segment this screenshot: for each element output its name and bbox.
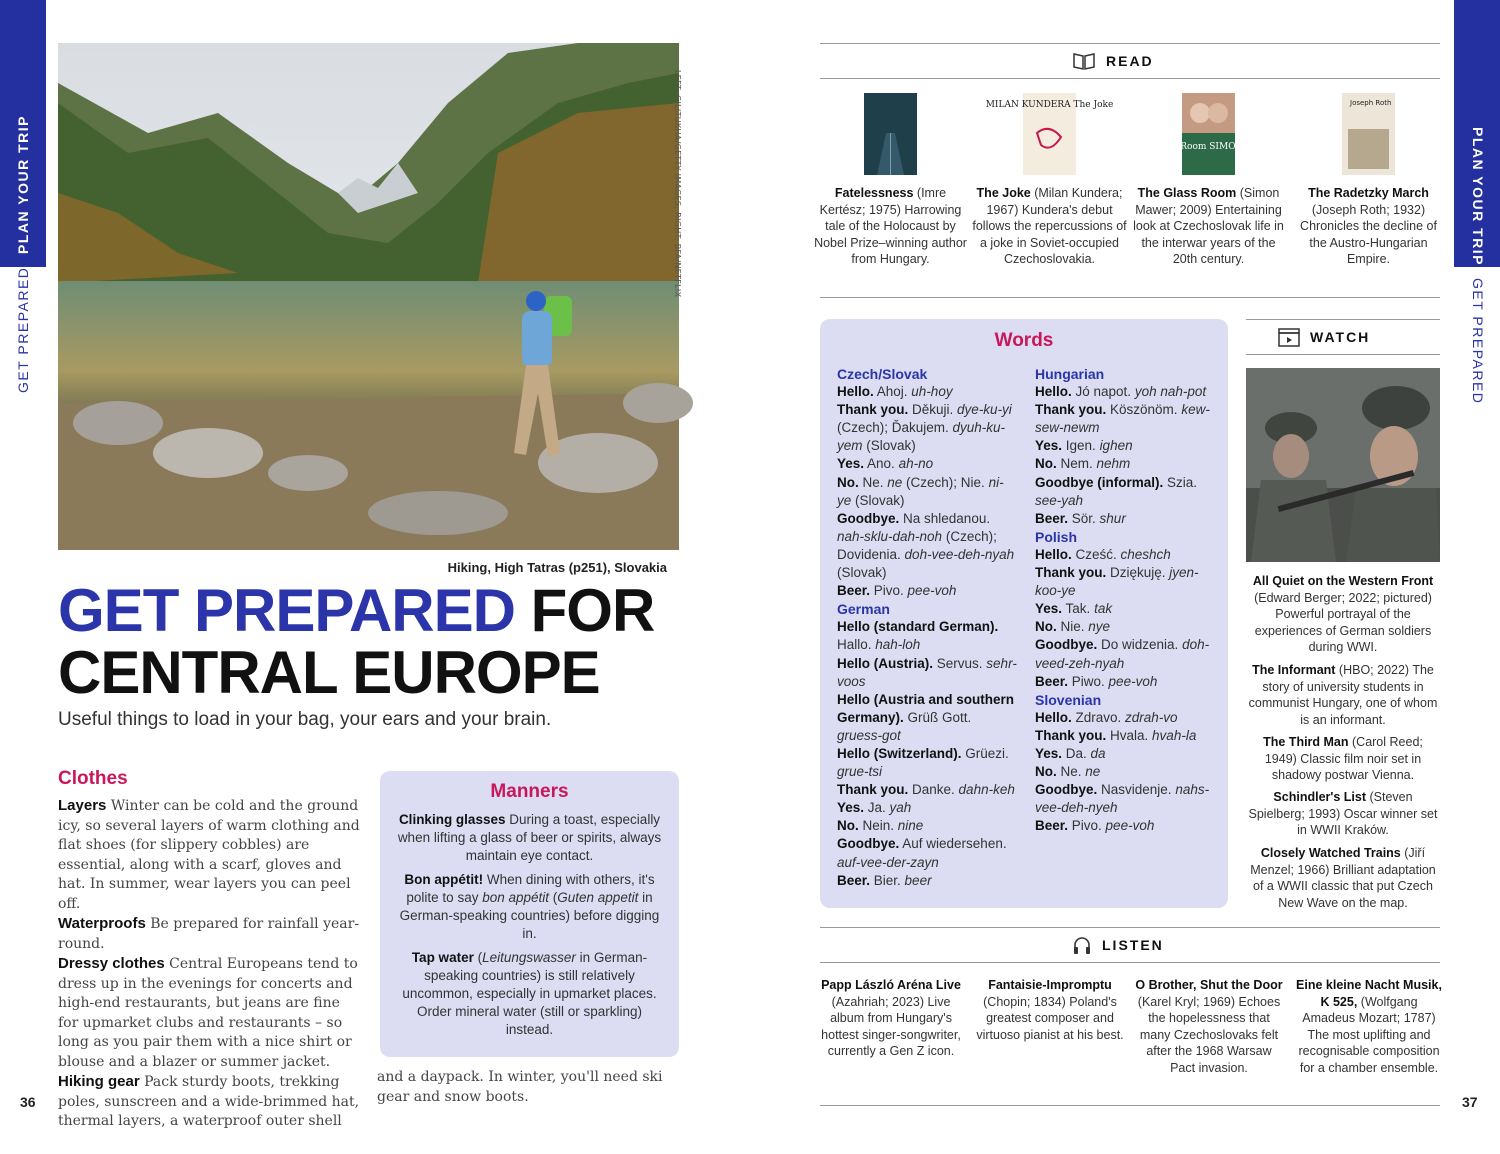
clothes-body bbox=[58, 796, 360, 1132]
read-header bbox=[1072, 51, 1154, 71]
divider bbox=[820, 78, 1440, 79]
film-item: Schindler's List (Steven Spielberg; 1993) Oscar winner set in WWII Kraków. bbox=[1248, 790, 1438, 837]
clothes-text: Pack sturdy boots, trekking poles, sunscreen and a wide-brimmed hat, thermal layers, a waterproof outer shell bbox=[58, 1074, 360, 1129]
title-part: FOR bbox=[514, 577, 655, 644]
phrase-entry: Beer. Pivo. pee-voh bbox=[837, 583, 957, 599]
book-title: The Radetzky March bbox=[1308, 186, 1429, 200]
clothes-text: Be prepared for rainfall year-round. bbox=[58, 916, 360, 952]
film-clapper-icon bbox=[1278, 327, 1300, 347]
phrase-entry: Goodbye. Na shledanou. nah-sklu-dah-noh (Czech); Dovidenia. doh-vee-deh-nyah (Slovak) bbox=[837, 510, 1015, 581]
clothes-continuation: and a daypack. In winter, you'll need ski gear and snow boots. bbox=[377, 1069, 663, 1105]
clothes-text: Winter can be cold and the ground icy, so several layers of warm clothing and flat shoes (for slippery cobbles) are essential, along with a scarf, gloves and hat. In summer, wear layers you can peel off. bbox=[58, 798, 360, 912]
clothes-text: Central Europeans tend to dress up in the evenings for concerts and high-end restaurants, but jeans are fine for upmarket clubs and restaurants – so long as you pair them with a nice shirt or blouse and a blazer or summer jacket. bbox=[58, 956, 358, 1070]
hiking-photo bbox=[58, 43, 679, 550]
clothes-section bbox=[58, 768, 360, 1132]
book-item bbox=[1291, 93, 1446, 268]
phrase-entry: Beer. Pivo. pee-voh bbox=[1035, 818, 1155, 834]
divider bbox=[1246, 319, 1440, 320]
phrase-entry: No. Nem. nehm bbox=[1035, 456, 1131, 472]
phrase-entry: Hello (Switzerland). Grüezi. grue-tsi bbox=[837, 745, 1009, 780]
phrase-entry: Hello (standard German). Hallo. hah-loh bbox=[837, 619, 999, 653]
manners-item: Tap water (Leitungswasser in German-speaking countries) is still relatively uncommon, especially in upmarket places. Order mineral water (still or sparkling) instead. bbox=[402, 950, 657, 1037]
section-tab-left bbox=[0, 0, 46, 267]
phrase-entry: Thank you. Děkuji. dye-ku-yi (Czech); Ďakujem. dyuh-ku-yem (Slovak) bbox=[837, 402, 1012, 454]
phrase-entry: Hello. Cześć. cheshch bbox=[1035, 546, 1171, 562]
page-number-right: 37 bbox=[1462, 1094, 1478, 1110]
page-number-left: 36 bbox=[20, 1094, 36, 1110]
clothes-term: Waterproofs bbox=[58, 915, 146, 932]
phrase-entry: Thank you. Köszönöm. kew-sew-newm bbox=[1035, 402, 1210, 436]
language-heading: Hungarian bbox=[1035, 366, 1105, 382]
phrase-entry: Goodbye. Nasvidenje. nahs-vee-deh-nyeh bbox=[1035, 782, 1210, 816]
headphones-icon bbox=[1072, 935, 1092, 955]
title-highlight: GET PREPARED bbox=[58, 577, 515, 644]
book-desc: (Simon Mawer; 2009) Entertaining look at Czechoslovak life in the interwar years of the 20th century. bbox=[1133, 186, 1284, 266]
language-heading: German bbox=[837, 601, 890, 618]
manners-item: Clinking glasses During a toast, especially when lifting a glass of beer or spirits, always maintain eye contact. bbox=[397, 812, 662, 863]
book-item bbox=[813, 93, 968, 268]
book-cover bbox=[864, 93, 917, 175]
manners-box bbox=[380, 771, 679, 1057]
language-heading: Slovenian bbox=[1035, 691, 1102, 708]
film-item: All Quiet on the Western Front (Edward Berger; 2022; pictured) Powerful portrayal of the experiences of German soldiers during WWI. bbox=[1252, 574, 1434, 654]
listen-header bbox=[1072, 935, 1164, 955]
film-still-photo bbox=[1246, 368, 1440, 562]
divider bbox=[820, 1105, 1440, 1106]
phrase-entry: Hello (Austria). Servus. sehr-voos bbox=[837, 655, 1017, 689]
phrase-entry: Hello. Zdravo. zdrah-vo bbox=[1035, 709, 1178, 725]
divider bbox=[1246, 354, 1440, 355]
clothes-term: Dressy clothes bbox=[58, 955, 165, 972]
phrase-entry: Beer. Sör. shur bbox=[1035, 510, 1126, 526]
divider bbox=[820, 297, 1440, 298]
book-item bbox=[1131, 93, 1286, 268]
phrase-entry: Hello. Jó napot. yoh nah-pot bbox=[1035, 384, 1207, 400]
phrase-entry: No. Nie. nye bbox=[1035, 619, 1111, 635]
section-tab-label: PLAN YOUR TRIP bbox=[15, 115, 31, 254]
book-desc: (Milan Kundera; 1967) Kundera's debut follows the repercussions of a joke in Soviet-occupied Czechoslovakia. bbox=[972, 186, 1127, 266]
track-item: Eine kleine Nacht Musik, K 525, (Wolfgang Amadeus Mozart; 1787) The most uplifting and recognisable composition for a chamber ensemble. bbox=[1296, 978, 1442, 1075]
track-item: Papp László Aréna Live (Azahriah; 2023) Live album from Hungary's hottest singer-songwriter, currently a Gen Z icon. bbox=[821, 978, 961, 1058]
film-item: The Third Man (Carol Reed; 1949) Classic film noir set in shadowy postwar Vienna. bbox=[1263, 735, 1423, 782]
language-heading: Czech/Slovak bbox=[837, 366, 928, 382]
section-tab-label-right: PLAN YOUR TRIP bbox=[1470, 127, 1486, 266]
book-item bbox=[972, 93, 1127, 268]
phrase-entry: Yes. Ano. ah-no bbox=[837, 456, 934, 472]
phrase-entry: No. Nein. nine bbox=[837, 818, 924, 834]
page-subtitle: Useful things to load in your bag, your ears and your brain. bbox=[58, 709, 552, 730]
divider bbox=[820, 962, 1440, 963]
phrase-entry: Yes. Tak. tak bbox=[1035, 601, 1113, 617]
clothes-term: Layers bbox=[58, 797, 107, 814]
read-label: READ bbox=[1106, 53, 1154, 69]
words-column-2 bbox=[1035, 365, 1215, 835]
words-box bbox=[820, 319, 1228, 908]
book-cover-text: The Glass Room SIMON MAWER bbox=[1132, 142, 1285, 152]
phrase-entry: Hello (Austria and southern Germany). Grüß Gott. gruess-got bbox=[837, 691, 1015, 743]
phrase-entry: Hello. Ahoj. uh-hoy bbox=[837, 384, 953, 400]
book-title: Fatelessness bbox=[834, 186, 914, 200]
listen-label: LISTEN bbox=[1102, 937, 1164, 953]
photo-credit: LEFT: GILITUKHA/GETTY IMAGES; RIGHT: BFA/NETFLIX bbox=[673, 70, 682, 298]
page-title bbox=[58, 577, 655, 706]
film-item: Closely Watched Trains (Jiří Menzel; 1966) Brilliant adaptation of a WWII classic that put Czech New Wave on the map. bbox=[1250, 846, 1436, 910]
film-item: The Informant (HBO; 2022) The story of university students in communist Hungary, one of whom is an informant. bbox=[1248, 663, 1438, 727]
title-line2: CENTRAL EUROPE bbox=[58, 639, 600, 706]
book-title: The Glass Room bbox=[1137, 186, 1237, 200]
phrase-entry: Yes. Da. da bbox=[1035, 745, 1106, 761]
phrase-entry: Thank you. Danke. dahn-keh bbox=[837, 782, 1015, 798]
book-icon bbox=[1072, 51, 1096, 71]
manners-title: Manners bbox=[490, 781, 569, 802]
phrase-entry: Yes. Igen. ighen bbox=[1035, 438, 1133, 454]
divider bbox=[820, 927, 1440, 928]
book-cover bbox=[985, 93, 1114, 175]
phrase-entry: No. Ne. ne bbox=[1035, 764, 1101, 780]
book-cover bbox=[1132, 93, 1285, 175]
section-tab-right bbox=[1454, 0, 1500, 267]
watch-label: WATCH bbox=[1310, 329, 1371, 345]
book-cover-text: MILAN KUNDERA The Joke bbox=[985, 100, 1114, 110]
book-desc: (Joseph Roth; 1932) Chronicles the decline of the Austro-Hungarian Empire. bbox=[1300, 202, 1437, 266]
track-item: O Brother, Shut the Door (Karel Kryl; 1969) Echoes the hopelessness that many Czechoslovaks felt after the 1968 Warsaw Pact invasion. bbox=[1135, 978, 1283, 1075]
language-heading: Polish bbox=[1035, 528, 1078, 545]
photo-caption: Hiking, High Tatras (p251), Slovakia bbox=[447, 560, 667, 575]
words-column-1 bbox=[837, 365, 1017, 890]
book-title: The Joke bbox=[976, 186, 1031, 200]
phrase-entry: Beer. Bier. beer bbox=[837, 872, 932, 888]
phrase-entry: Goodbye (informal). Szia. see-yah bbox=[1035, 474, 1198, 508]
phrase-entry: Thank you. Hvala. hvah-la bbox=[1035, 727, 1197, 743]
track-item: Fantaisie-Impromptu (Chopin; 1834) Poland's greatest composer and virtuoso pianist at his best. bbox=[976, 978, 1124, 1042]
phrase-entry: Goodbye. Do widzenia. doh-veed-zeh-nyah bbox=[1035, 637, 1210, 671]
manners-item: Bon appétit! When dining with others, it's polite to say bon appétit (Guten appetit in German-speaking countries) before digging in. bbox=[399, 872, 660, 941]
watch-header bbox=[1278, 327, 1370, 347]
words-title: Words bbox=[994, 330, 1054, 351]
clothes-title: Clothes bbox=[58, 768, 128, 789]
subsection-tab-label: GET PREPARED bbox=[15, 266, 31, 393]
phrase-entry: Beer. Piwo. pee-voh bbox=[1035, 673, 1158, 689]
book-desc: (Imre Kertész; 1975) Harrowing tale of the Holocaust by Nobel Prize–winning author from Hungary. bbox=[814, 186, 967, 266]
subsection-tab-label-right: GET PREPARED bbox=[1470, 278, 1486, 405]
phrase-entry: Goodbye. Auf wiedersehen. auf-vee-der-zayn bbox=[837, 836, 1007, 870]
phrase-entry: Thank you. Dziękuję. jyen-koo-ye bbox=[1035, 565, 1199, 599]
phrase-entry: No. Ne. ne (Czech); Nie. ni-ye (Slovak) bbox=[837, 474, 1004, 508]
book-cover-text: Joseph Roth bbox=[1350, 99, 1392, 107]
divider bbox=[820, 43, 1440, 44]
phrase-entry: Yes. Ja. yah bbox=[837, 800, 912, 816]
clothes-term: Hiking gear bbox=[58, 1073, 140, 1090]
book-cover bbox=[1342, 93, 1395, 175]
